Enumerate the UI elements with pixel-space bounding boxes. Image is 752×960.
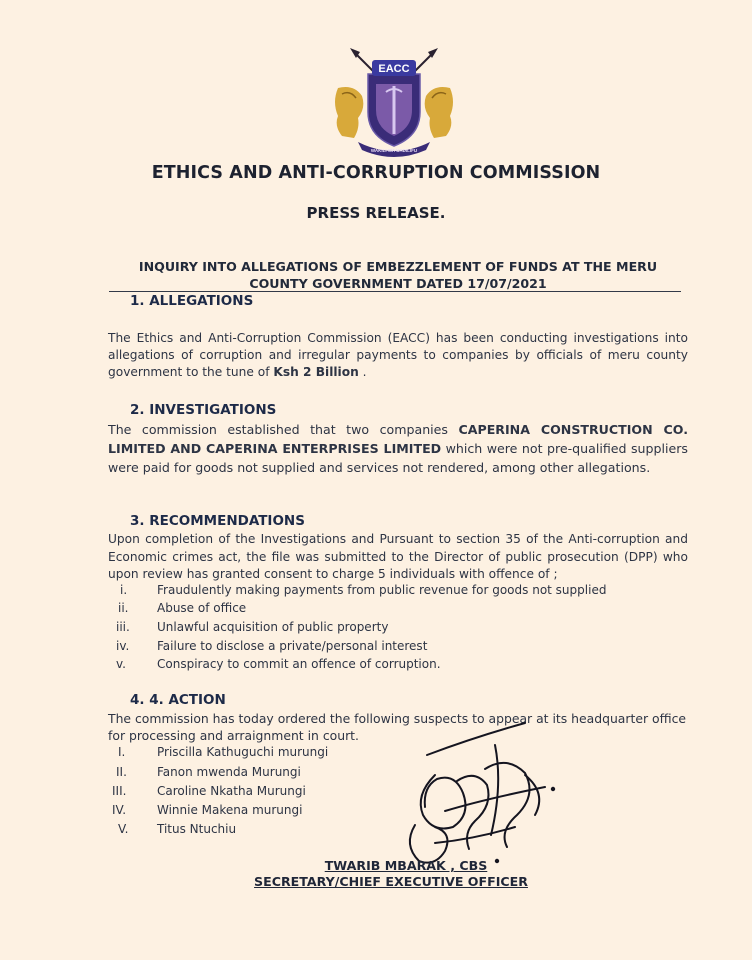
list-item-text: Priscilla Kathuguchi murungi	[157, 745, 329, 759]
subject-line-1: INQUIRY INTO ALLEGATIONS OF EMBEZZLEMENT OF FUNDS AT THE MERU	[138, 259, 658, 274]
allegations-amount: Ksh 2 Billion	[273, 365, 359, 379]
list-item-number: I.	[118, 745, 126, 759]
list-item-text: Abuse of office	[157, 601, 247, 615]
section-heading-investigations: 2. INVESTIGATIONS	[130, 402, 277, 418]
signatory-name: TWARIB MBARAK , CBS	[324, 858, 488, 873]
logo-motto: WAKILI WA UADILIFU	[370, 148, 418, 153]
list-item-text: Titus Ntuchiu	[157, 822, 237, 836]
recommendations-paragraph: Upon completion of the Investigations and Pursuant to section 35 of the Anti-corruption and Economic crimes act, the file was submitted to the Director of public prosecution (DPP) who upon review has granted consent to charge 5 individuals with offence of ;	[108, 532, 688, 581]
document-type: PRESS RELEASE.	[306, 204, 446, 222]
section-heading-recommendations: 3. RECOMMENDATIONS	[130, 513, 305, 529]
list-item-number: iv.	[116, 639, 130, 653]
list-item-text: Failure to disclose a private/personal interest	[157, 639, 428, 653]
allegations-text-end: .	[358, 365, 367, 379]
handwritten-signature	[375, 715, 585, 875]
allegations-paragraph	[108, 330, 688, 381]
list-item-text: Winnie Makena murungi	[157, 803, 303, 817]
list-item-text: Fanon mwenda Murungi	[157, 765, 301, 779]
section-heading-allegations: 1. ALLEGATIONS	[130, 293, 254, 309]
logo-text: EACC	[378, 63, 410, 75]
investigations-text: The commission established that two companies	[108, 422, 459, 437]
subject-divider	[109, 291, 681, 292]
list-item-number: V.	[118, 822, 129, 836]
right-lion-icon	[425, 87, 453, 138]
investigations-companies: CAPERINA CONSTRUCTION CO. LIMITED AND CAPERINA ENTERPRISES LIMITED	[108, 422, 688, 456]
allegations-text: The Ethics and Anti-Corruption Commission (EACC) has been conducting investigations into allegations of corruption and irregular payments to companies by officials of meru county government to the tune of	[108, 331, 688, 379]
list-item-text: Unlawful acquisition of public property	[157, 620, 389, 634]
investigations-text-end: which were not pre-qualified suppliers were paid for goods not supplied and services not rendered, among other allegations.	[108, 441, 688, 475]
list-item-text: Caroline Nkatha Murungi	[157, 784, 306, 798]
subject-line-2: COUNTY GOVERNMENT DATED 17/07/2021	[249, 276, 547, 291]
action-paragraph: The commission has today ordered the following suspects to appear at its headquarter office for processing and arraignment in court.	[108, 711, 687, 743]
list-item-number: IV.	[112, 803, 127, 817]
list-item-number: iii.	[116, 620, 130, 634]
shield-icon	[368, 74, 420, 146]
list-item-number: ii.	[118, 601, 129, 615]
section-heading-action: 4. 4. ACTION	[130, 692, 226, 708]
list-item-number: III.	[112, 784, 127, 798]
list-item-text: Conspiracy to commit an offence of corruption.	[157, 657, 441, 671]
list-item-number: i.	[120, 583, 128, 597]
investigations-paragraph	[108, 420, 688, 477]
left-lion-icon	[335, 87, 363, 138]
list-item-number: v.	[116, 657, 126, 671]
eacc-logo	[324, 44, 464, 162]
organization-title: ETHICS AND ANTI-CORRUPTION COMMISSION	[151, 163, 601, 183]
signatory-title: SECRETARY/CHIEF EXECUTIVE OFFICER	[254, 874, 528, 889]
list-item-number: II.	[116, 765, 127, 779]
subject-heading	[108, 258, 688, 292]
list-item-text: Fraudulently making payments from public revenue for goods not supplied	[157, 583, 607, 597]
